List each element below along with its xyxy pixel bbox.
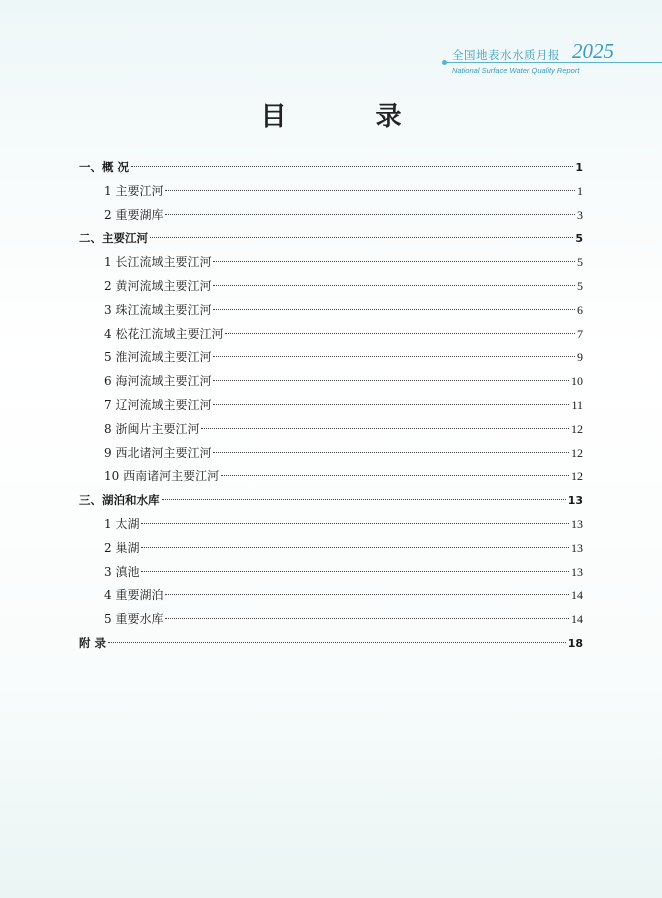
toc-page-number: 3 xyxy=(577,207,583,222)
toc-entry[interactable] xyxy=(104,465,583,487)
toc-entry-label: 7 辽河流域主要江河 xyxy=(104,398,212,412)
toc-entry[interactable] xyxy=(104,418,583,440)
toc-entry-label: 1 太湖 xyxy=(104,517,140,531)
toc-dot-leader xyxy=(141,571,569,572)
header-en-title: National Surface Water Quality Report xyxy=(452,66,580,75)
toc-page-number: 1 xyxy=(575,161,583,174)
toc-page-number: 18 xyxy=(567,637,583,650)
toc-page-number: 14 xyxy=(571,588,583,603)
toc-entry-label: 二、主要江河 xyxy=(79,231,148,246)
toc-dot-leader xyxy=(201,428,569,429)
toc-dot-leader xyxy=(213,261,575,262)
toc-entry[interactable] xyxy=(104,204,583,226)
toc-entry-label: 9 西北诸河主要江河 xyxy=(104,445,212,460)
toc-entry[interactable] xyxy=(104,561,583,583)
toc-dot-leader xyxy=(165,618,569,619)
toc-entry-label: 4 松花江流域主要江河 xyxy=(104,326,224,341)
toc-page-number: 14 xyxy=(571,612,583,627)
toc-entry[interactable] xyxy=(104,537,583,559)
page-title: 目 录 xyxy=(260,102,442,132)
toc-page-number: 12 xyxy=(571,445,583,460)
toc-dot-leader xyxy=(213,452,569,453)
toc-dot-leader xyxy=(141,523,569,524)
toc-entry[interactable] xyxy=(104,370,583,392)
toc-dot-leader xyxy=(213,309,575,310)
toc-dot-leader xyxy=(165,190,575,191)
toc-entry[interactable] xyxy=(104,394,583,416)
toc-dot-leader xyxy=(213,285,575,286)
toc-entry-label: 4 重要湖泊 xyxy=(104,588,164,603)
toc-page-number: 10 xyxy=(571,374,583,389)
toc-entry[interactable] xyxy=(104,251,583,273)
toc-dot-leader xyxy=(213,380,569,381)
toc-entry[interactable] xyxy=(104,584,583,606)
toc-dot-leader xyxy=(162,499,566,500)
toc-page-number: 13 xyxy=(571,540,583,555)
toc-page-number: 12 xyxy=(571,469,583,484)
toc-entry[interactable] xyxy=(104,180,583,202)
toc-entry[interactable] xyxy=(104,275,583,297)
header-year: 2025 xyxy=(572,39,614,63)
toc-dot-leader xyxy=(213,404,569,405)
toc-page-number: 13 xyxy=(571,517,583,531)
toc-page-number: 1 xyxy=(577,183,583,198)
toc-dot-leader xyxy=(165,214,575,215)
toc-entry[interactable] xyxy=(104,442,583,464)
toc-page-number: 12 xyxy=(571,421,583,436)
toc-entry-label: 1 主要江河 xyxy=(104,183,164,198)
toc-page-number: 5 xyxy=(577,255,583,270)
toc-page-number: 7 xyxy=(577,326,583,341)
toc-entry[interactable] xyxy=(79,156,583,178)
report-header xyxy=(420,40,662,80)
toc-dot-leader xyxy=(165,594,569,595)
toc-entry-label: 三、湖泊和水库 xyxy=(79,493,160,508)
toc-page-number: 5 xyxy=(577,279,583,293)
header-cn-title: 全国地表水水质月报 xyxy=(452,48,560,62)
toc-entry-label: 5 重要水库 xyxy=(104,612,164,627)
toc-page-number: 13 xyxy=(571,564,583,579)
toc-dot-leader xyxy=(221,475,569,476)
toc-entry[interactable] xyxy=(104,299,583,321)
toc-entry-label: 2 重要湖库 xyxy=(104,207,164,222)
toc-entry[interactable] xyxy=(104,323,583,345)
toc-page-number: 5 xyxy=(575,232,583,246)
toc-entry[interactable] xyxy=(104,346,583,368)
toc-entry[interactable] xyxy=(104,513,583,535)
toc-page-number: 13 xyxy=(567,494,583,508)
toc-dot-leader xyxy=(141,547,569,548)
toc-entry-label: 3 滇池 xyxy=(104,564,140,579)
toc-entry-label: 附 录 xyxy=(79,636,107,650)
toc-entry-label: 8 浙闽片主要江河 xyxy=(104,421,200,436)
toc-page-number: 6 xyxy=(577,302,583,317)
toc-entry-label: 3 珠江流域主要江河 xyxy=(104,302,212,317)
toc-entry-label: 2 黄河流域主要江河 xyxy=(104,279,212,293)
toc-entry[interactable] xyxy=(79,489,583,511)
toc-dot-leader xyxy=(131,166,573,167)
toc-entry-label: 10 西南诸河主要江河 xyxy=(104,469,220,484)
toc-dot-leader xyxy=(225,333,575,334)
toc-dot-leader xyxy=(150,237,573,238)
toc-page-number: 9 xyxy=(577,350,583,365)
toc-page-number: 11 xyxy=(571,398,583,412)
toc-entry-label: 5 淮河流域主要江河 xyxy=(104,350,212,365)
toc-entry[interactable] xyxy=(79,227,583,249)
toc-entry[interactable] xyxy=(104,608,583,630)
toc-entry-label: 6 海河流域主要江河 xyxy=(104,374,212,389)
toc-dot-leader xyxy=(213,356,575,357)
toc-entry-label: 一、概 况 xyxy=(79,160,130,174)
toc-dot-leader xyxy=(108,642,566,643)
toc-entry[interactable] xyxy=(79,632,583,654)
toc-entry-label: 2 巢湖 xyxy=(104,540,140,555)
toc-entry-label: 1 长江流域主要江河 xyxy=(104,255,212,270)
